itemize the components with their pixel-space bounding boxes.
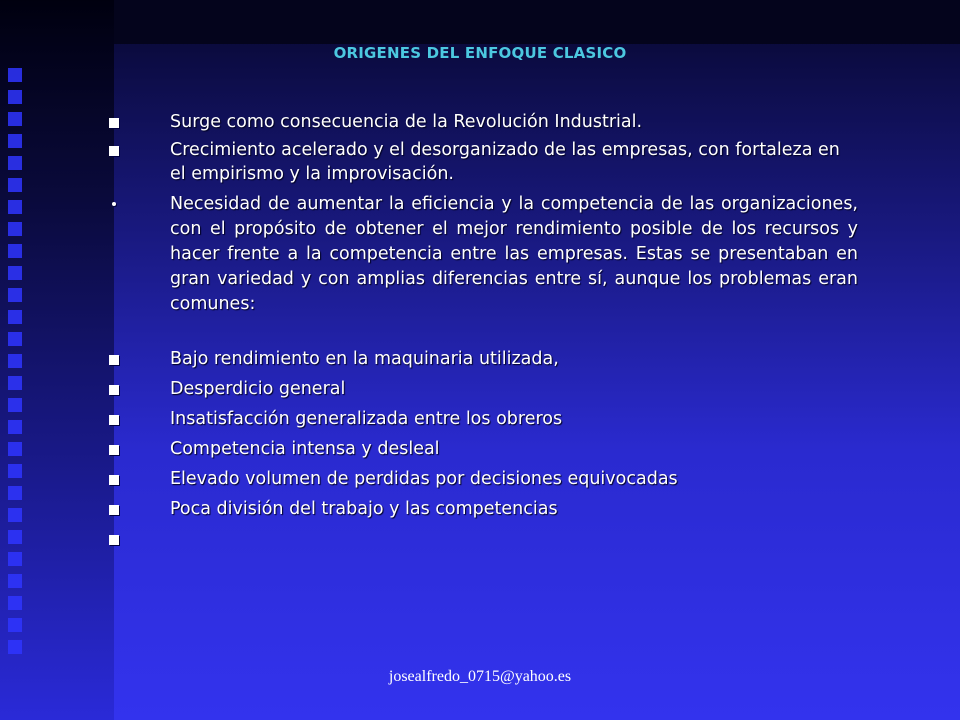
decor-square xyxy=(8,134,22,148)
square-bullet-icon xyxy=(109,415,119,425)
bullet-item-empty xyxy=(108,527,858,551)
decor-square xyxy=(8,112,22,126)
bullet-item: Necesidad de aumentar la eficiencia y la competencia de las organizaciones, con el propósito de obtener el mejor rendimiento posible de los recursos y hacer frente a la competencia entre las empresas. Estas se presentaban en gran variedad y con amplias diferencias entre sí, aunque los problemas eran comunes: xyxy=(108,192,858,317)
decor-square xyxy=(8,266,22,280)
decor-square xyxy=(8,574,22,588)
decor-square xyxy=(8,464,22,478)
square-bullet-icon xyxy=(109,535,119,545)
slide-title: ORIGENES DEL ENFOQUE CLASICO xyxy=(333,44,627,62)
bullet-item: Insatisfacción generalizada entre los obreros xyxy=(108,407,858,431)
decor-square xyxy=(8,178,22,192)
decor-square xyxy=(8,640,22,654)
bullet-item: Crecimiento acelerado y el desorganizado de las empresas, con fortaleza en el empirismo y la improvisación. xyxy=(108,138,858,186)
decor-square xyxy=(8,200,22,214)
bullet-item: Elevado volumen de perdidas por decisiones equivocadas xyxy=(108,467,858,491)
decor-square xyxy=(8,398,22,412)
decor-square xyxy=(8,442,22,456)
square-bullet-icon xyxy=(109,355,119,365)
decor-square xyxy=(8,486,22,500)
square-bullet-icon xyxy=(109,118,119,128)
top-band xyxy=(114,0,960,44)
square-bullet-icon xyxy=(109,475,119,485)
decor-square xyxy=(8,332,22,346)
decor-square xyxy=(8,310,22,324)
dot-bullet-icon xyxy=(112,202,116,206)
square-bullet-icon xyxy=(109,505,119,515)
decor-square xyxy=(8,68,22,82)
decor-square xyxy=(8,596,22,610)
bullet-item: Poca división del trabajo y las competencias xyxy=(108,497,858,521)
bullet-list xyxy=(108,110,858,551)
decor-square xyxy=(8,530,22,544)
decor-square xyxy=(8,376,22,390)
left-decor-strip xyxy=(0,0,114,720)
square-bullet-icon xyxy=(109,146,119,156)
decor-square xyxy=(8,354,22,368)
footer-email: josealfredo_0715@yahoo.es xyxy=(388,668,572,685)
decor-square xyxy=(8,244,22,258)
bullet-item: Bajo rendimiento en la maquinaria utilizada, xyxy=(108,347,858,371)
decor-square xyxy=(8,156,22,170)
decor-square xyxy=(8,618,22,632)
bullet-item: Competencia intensa y desleal xyxy=(108,437,858,461)
decor-square xyxy=(8,552,22,566)
decor-square xyxy=(8,508,22,522)
decor-square xyxy=(8,288,22,302)
square-bullet-icon xyxy=(109,385,119,395)
decor-square xyxy=(8,90,22,104)
square-bullet-icon xyxy=(109,445,119,455)
decor-square xyxy=(8,222,22,236)
bullet-item: Desperdicio general xyxy=(108,377,858,401)
decor-square xyxy=(8,420,22,434)
bullet-item: Surge como consecuencia de la Revolución Industrial. xyxy=(108,110,858,134)
